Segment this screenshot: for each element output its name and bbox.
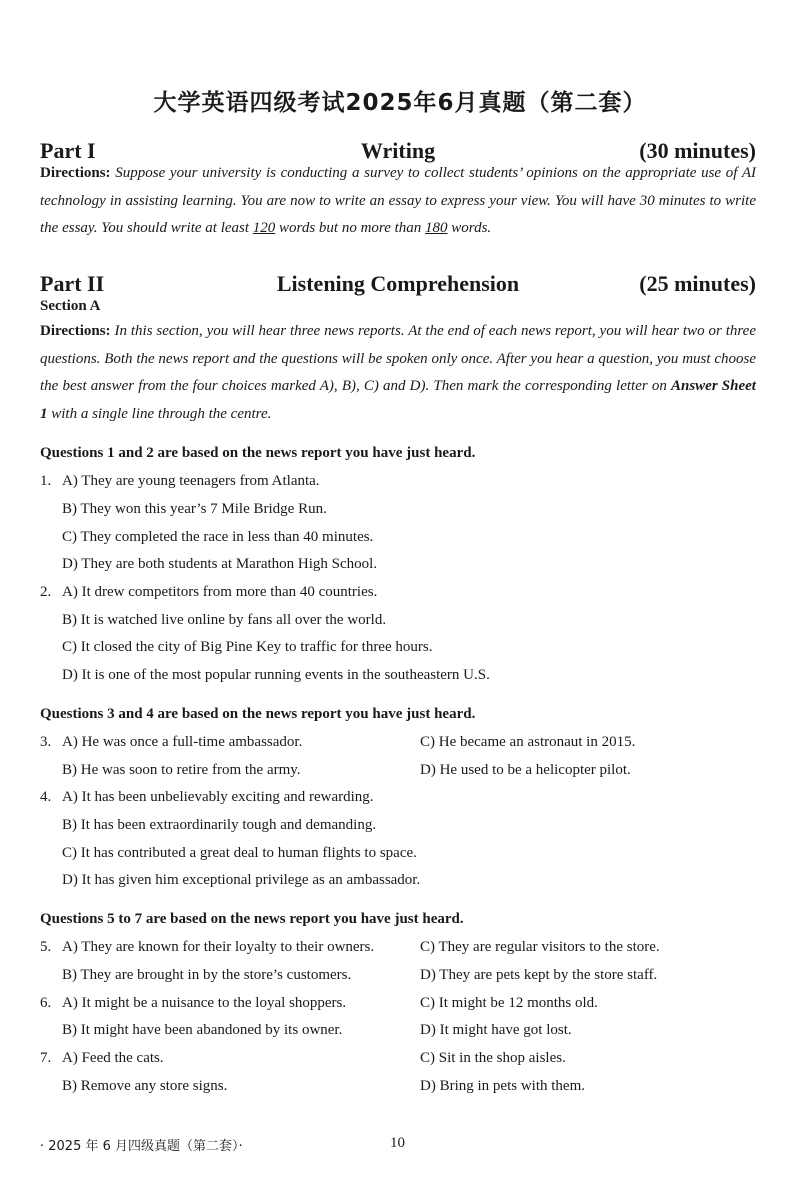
question-number: 6. (40, 995, 52, 1011)
option-c: C) Sit in the shop aisles. (420, 1050, 566, 1066)
part1-label: Part I (40, 138, 96, 163)
option-b: B) It might have been abandoned by its owner. (62, 1022, 343, 1038)
option-c: C) They completed the race in less than 40 minutes. (62, 529, 374, 545)
option-b: B) He was soon to retire from the army. (62, 762, 301, 778)
option-c: C) They are regular visitors to the store. (420, 939, 660, 955)
option-a: A) It drew competitors from more than 40 countries. (62, 584, 378, 600)
option-a: A) It has been unbelievably exciting and rewarding. (62, 789, 374, 805)
part1-directions-text-2: words but no more than (275, 220, 426, 236)
option-c: C) It closed the city of Big Pine Key to traffic for three hours. (62, 639, 433, 655)
max-words: 180 (425, 220, 448, 236)
option-b: B) It is watched live online by fans all over the world. (62, 612, 387, 628)
section-a-label: Section A (40, 298, 101, 314)
option-b: B) It has been extraordinarily tough and demanding. (62, 817, 377, 833)
option-d: D) He used to be a helicopter pilot. (420, 762, 631, 778)
option-a: A) He was once a full-time ambassador. (62, 734, 303, 750)
option-a: A) They are young teenagers from Atlanta. (62, 473, 320, 489)
part2-directions-label: Directions: (40, 323, 111, 339)
part1-time: (30 minutes) (639, 138, 756, 163)
part2-name: Listening Comprehension (276, 271, 520, 296)
question-group-heading: Questions 5 to 7 are based on the news report you have just heard. (40, 911, 464, 927)
min-words: 120 (252, 220, 276, 236)
question-number: 1. (40, 473, 52, 489)
part2-time: (25 minutes) (639, 271, 756, 296)
question-group-heading: Questions 3 and 4 are based on the news report you have just heard. (40, 706, 476, 722)
option-b: B) They won this year’s 7 Mile Bridge Run. (62, 501, 327, 517)
question-number: 7. (40, 1050, 52, 1066)
option-b: B) Remove any store signs. (62, 1078, 228, 1094)
part2-directions-text-2: with a single line through the centre. (47, 405, 272, 422)
page-number: 10 (390, 1135, 405, 1151)
question-number: 4. (40, 789, 52, 805)
question-group-heading: Questions 1 and 2 are based on the news report you have just heard. (40, 445, 476, 461)
question-number: 2. (40, 584, 52, 600)
page-title: 大学英语四级考试2025年6月真题（第二套） (153, 90, 647, 116)
option-d: D) It has given him exceptional privilege as an ambassador. (62, 872, 421, 888)
answer-sheet: Answer Sheet 1 (40, 378, 756, 422)
option-d: D) It is one of the most popular running events in the southeastern U.S. (62, 667, 490, 683)
part2-directions-text-1: In this section, you will hear three news reports. At the end of each news report, you will hear two or three questions. Both the news report and the questions will be spoken only once. After you hear a question, you must choose the best answer from the four choices marked A), B), C) and D). Then mark the corresponding letter on (40, 323, 756, 394)
part2-header (40, 271, 756, 301)
part1-directions-text-3: words. (447, 220, 492, 236)
part1-directions-text-1: Suppose your university is conducting a survey to collect students’ opinions on the appropriate use of AI technology in assisting learning. You are now to write an essay to express your view. You will have 30 minutes to write the essay. You should write at least (40, 165, 757, 236)
option-d: D) Bring in pets with them. (420, 1078, 585, 1094)
option-c: C) It might be 12 months old. (420, 995, 598, 1011)
option-a: A) It might be a nuisance to the loyal shoppers. (62, 995, 347, 1011)
option-d: D) They are both students at Marathon High School. (62, 556, 378, 572)
option-c: C) He became an astronaut in 2015. (420, 734, 636, 750)
option-c: C) It has contributed a great deal to human flights to space. (62, 845, 417, 861)
question-number: 5. (40, 939, 52, 955)
part1-directions (40, 160, 756, 243)
part1-directions-label: Directions: (40, 165, 111, 181)
option-d: D) It might have got lost. (420, 1022, 572, 1038)
footer-exam-label: · 2025 年 6 月四级真题（第二套）· (40, 1139, 243, 1154)
question-number: 3. (40, 734, 52, 750)
part2-label: Part II (40, 271, 105, 296)
part2-directions (40, 318, 756, 428)
option-a: A) Feed the cats. (62, 1050, 164, 1066)
part1-name: Writing (360, 138, 436, 163)
option-a: A) They are known for their loyalty to their owners. (62, 939, 375, 955)
option-d: D) They are pets kept by the store staff. (420, 967, 658, 983)
option-b: B) They are brought in by the store’s customers. (62, 967, 352, 983)
